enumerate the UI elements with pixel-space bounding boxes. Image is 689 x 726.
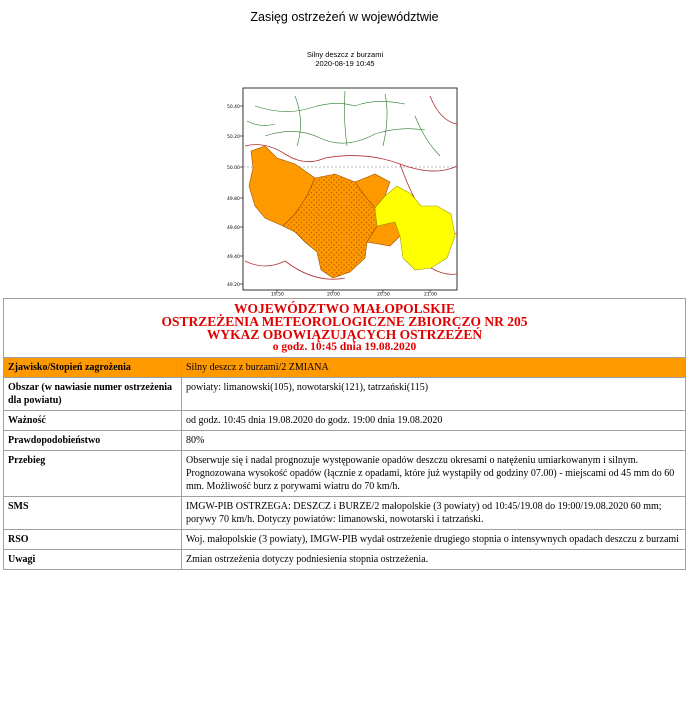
warning-map xyxy=(225,46,465,296)
y-tick-label: 49.20 xyxy=(227,283,240,288)
row-value: Woj. małopolskie (3 powiaty), IMGW-PIB wydał ostrzeżenie drugiego stopnia o intensywnych opadach deszczu z burzami xyxy=(182,530,686,550)
warning-table xyxy=(3,298,686,570)
row-label: SMS xyxy=(4,497,182,530)
x-tick-label: 19.50 xyxy=(271,292,284,296)
page-title: Zasięg ostrzeżeń w województwie xyxy=(250,10,439,24)
header-warning-number: OSTRZEŻENIA METEOROLOGICZNE ZBIORCZO NR 205 xyxy=(161,314,528,329)
row-value: od godz. 10:45 dnia 19.08.2020 do godz. 19:00 dnia 19.08.2020 xyxy=(182,411,686,431)
table-row xyxy=(4,378,686,411)
map-subtitle xyxy=(225,50,465,68)
table-row xyxy=(4,431,686,451)
row-value: Silny deszcz z burzami/2 ZMIANA xyxy=(182,358,686,378)
y-tick-label: 49.80 xyxy=(227,197,240,202)
table-row xyxy=(4,497,686,530)
y-tick-label: 50.40 xyxy=(227,105,240,110)
row-label: Zjawisko/Stopień zagrożenia xyxy=(4,358,182,378)
row-value: 80% xyxy=(182,431,686,451)
y-tick-label: 50.20 xyxy=(227,135,240,140)
row-label: Ważność xyxy=(4,411,182,431)
header-list-title: WYKAZ OBOWIĄZUJĄCYCH OSTRZEŻEŃ xyxy=(206,327,483,342)
header-issue-time: o godz. 10:45 dnia 19.08.2020 xyxy=(272,341,417,353)
row-label: RSO xyxy=(4,530,182,550)
y-tick-label: 50.00 xyxy=(227,166,240,171)
warning-header xyxy=(4,299,686,358)
row-label: Przebieg xyxy=(4,451,182,497)
x-tick-label: 21.00 xyxy=(424,292,437,296)
row-value: IMGW-PIB OSTRZEGA: DESZCZ i BURZE/2 małopolskie (3 powiaty) od 10:45/19.08 do 19:00/19.08.2020 60 mm; porywy 70 km/h. Dotyczy powiatów: limanowski, nowotarski i tatrzański. xyxy=(182,497,686,530)
row-label: Obszar (w nawiasie numer ostrzeżenia dla powiatu) xyxy=(4,378,182,411)
header-voivodeship: WOJEWÓDZTWO MAŁOPOLSKIE xyxy=(234,301,455,316)
map-subtitle-datetime: 2020-08-19 10:45 xyxy=(315,59,375,68)
row-value: Zmian ostrzeżenia dotyczy podniesienia stopnia ostrzeżenia. xyxy=(182,550,686,570)
x-tick-label: 20.50 xyxy=(377,292,390,296)
row-value: powiaty: limanowski(105), nowotarski(121), tatrzański(115) xyxy=(182,378,686,411)
x-tick-label: 20.00 xyxy=(327,292,340,296)
y-tick-label: 49.60 xyxy=(227,226,240,231)
table-row xyxy=(4,411,686,431)
row-label: Uwagi xyxy=(4,550,182,570)
map-graphic xyxy=(225,46,465,296)
row-label: Prawdopodobieństwo xyxy=(4,431,182,451)
table-row xyxy=(4,358,686,378)
y-tick-label: 49.40 xyxy=(227,255,240,260)
table-row xyxy=(4,451,686,497)
map-subtitle-phenomenon: Silny deszcz z burzami xyxy=(306,50,384,59)
table-row xyxy=(4,550,686,570)
row-value: Obserwuje się i nadal prognozuje występowanie opadów deszczu okresami o natężeniu umiarkowanym i silnym. Prognozowana wysokość opadów (łącznie z opadami, które już wystąpiły od godziny 07.00) - miejscami od 45 mm do 60 mm. Możliwość burz z porywami wiatru do 70 km/h. xyxy=(182,451,686,497)
table-row xyxy=(4,530,686,550)
